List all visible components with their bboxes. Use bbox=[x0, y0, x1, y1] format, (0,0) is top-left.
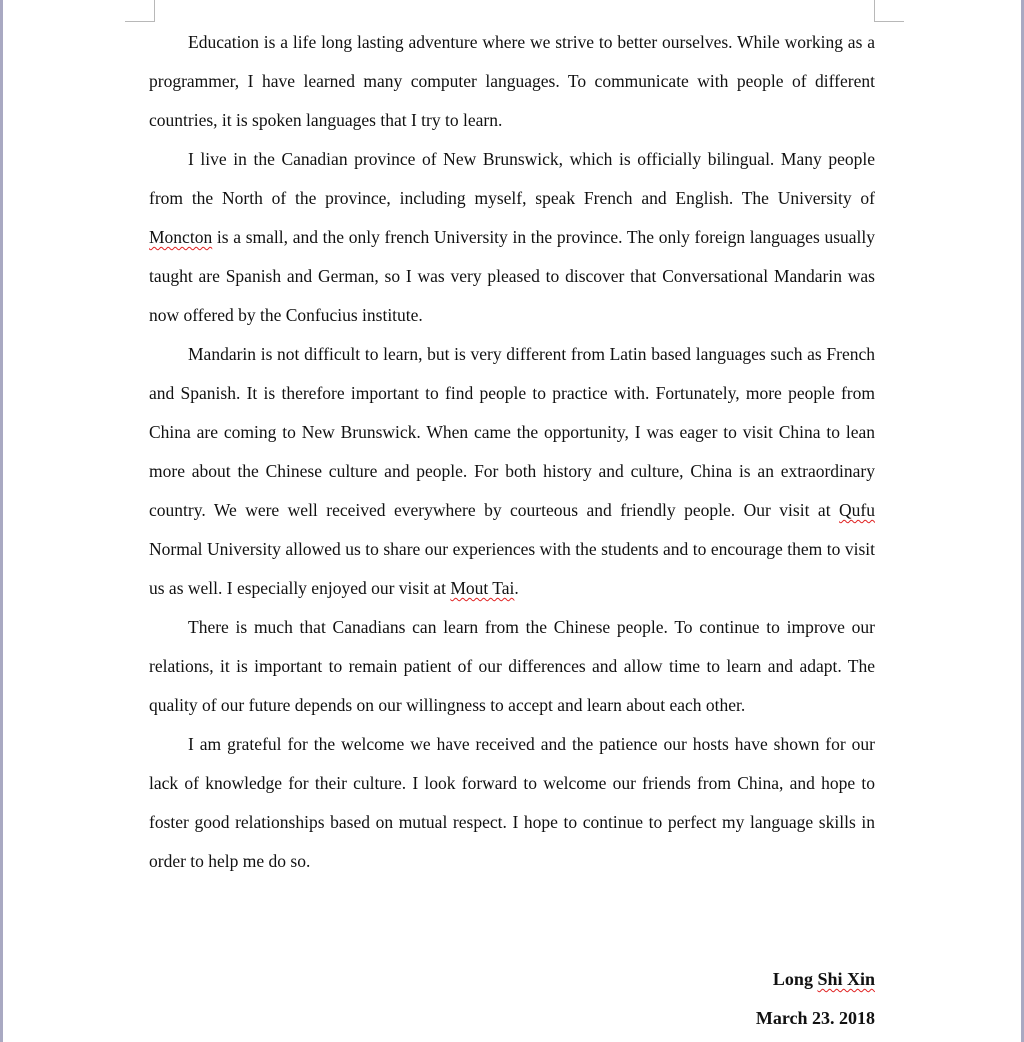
text-run: I live in the Canadian province of New Brunswick, which is officially bilingual. Many people from the North of the province, including myself, speak French and English. The University of bbox=[149, 149, 875, 208]
paragraph bbox=[149, 608, 875, 725]
signature-name bbox=[756, 960, 875, 999]
text-run: Long bbox=[772, 969, 818, 989]
signature-date: March 23. 2018 bbox=[755, 1008, 875, 1028]
spellcheck-flagged-word: Shi Xin bbox=[817, 969, 875, 989]
text-run: I am grateful for the welcome we have received and the patience our hosts have shown for our lack of knowledge for their culture. I look forward to welcome our friends from China, and hope to foster good relationships based on mutual respect. I hope to continue to perfect my language skills in order to help me do so. bbox=[149, 734, 875, 871]
crop-mark-top-left bbox=[125, 0, 155, 22]
text-run: Education is a life long lasting adventure where we strive to better ourselves. While working as a programmer, I have learned many computer languages. To communicate with people of different countries, it is spoken languages that I try to learn. bbox=[149, 32, 875, 130]
text-run: There is much that Canadians can learn from the Chinese people. To continue to improve our relations, it is important to remain patient of our differences and allow time to learn and adapt. The quality of our future depends on our willingness to accept and learn about each other. bbox=[149, 617, 875, 715]
paragraph bbox=[149, 23, 875, 140]
spellcheck-flagged-word: Mout Tai bbox=[450, 578, 515, 598]
text-run: is a small, and the only french University in the province. The only foreign languages usually taught are Spanish and German, so I was very pleased to discover that Conversational Mandarin was now offered by the Confucius institute. bbox=[149, 227, 875, 325]
text-run: . bbox=[514, 578, 519, 598]
document-body[interactable] bbox=[149, 23, 875, 881]
text-run: Mandarin is not difficult to learn, but is very different from Latin based languages such as French and Spanish. It is therefore important to find people to practice with. Fortunately, more people from China are coming to New Brunswick. When came the opportunity, I was eager to visit China to lean more about the Chinese culture and people. For both history and culture, China is an extraordinary country. We were well received everywhere by courteous and friendly people. Our visit at bbox=[149, 344, 875, 520]
spellcheck-flagged-word: Qufu bbox=[839, 500, 875, 520]
signature-block bbox=[756, 960, 875, 1038]
paragraph bbox=[149, 335, 875, 608]
crop-mark-top-right bbox=[874, 0, 904, 22]
paragraph bbox=[149, 725, 875, 881]
text-run: Normal University allowed us to share our experiences with the students and to encourage them to visit us as well. I especially enjoyed our visit at bbox=[149, 539, 875, 598]
spellcheck-flagged-word: Moncton bbox=[149, 227, 213, 247]
paragraph bbox=[149, 140, 875, 335]
